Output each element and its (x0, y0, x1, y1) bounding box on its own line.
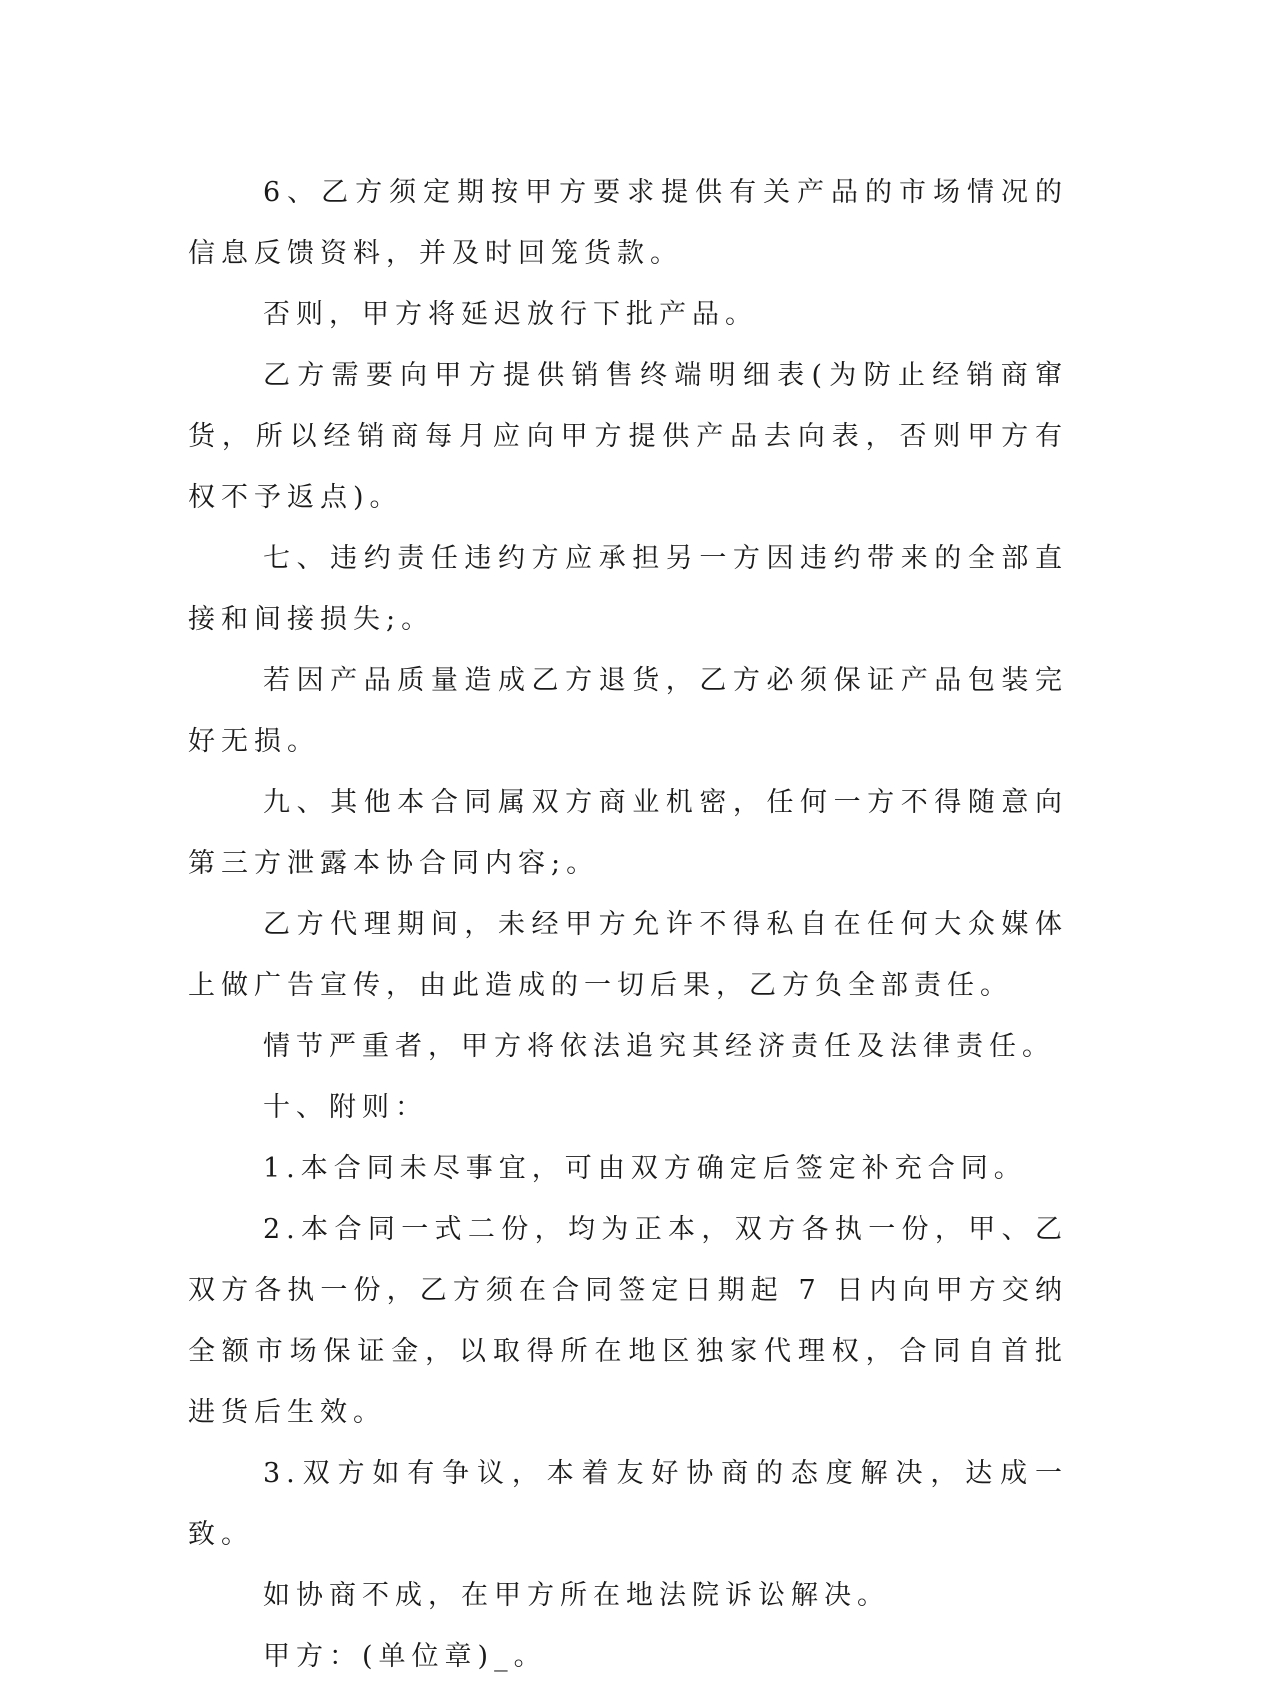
paragraph-clause-6: 6、乙方须定期按甲方要求提供有关产品的市场情况的信息反馈资料，并及时回笼货款。 (188, 177, 1068, 269)
document-body (188, 162, 1068, 1687)
paragraph-confidentiality: 九、其他本合同属双方商业机密，任何一方不得随意向第三方泄露本协合同内容;。 (188, 787, 1068, 879)
paragraph-party-a-seal: 甲方：(单位章)_。 (263, 1641, 547, 1672)
paragraph-delay-release: 否则，甲方将延迟放行下批产品。 (263, 299, 758, 330)
paragraph-litigation: 如协商不成，在甲方所在地法院诉讼解决。 (263, 1580, 890, 1611)
paragraph-supplementary-2: 2.本合同一式二份，均为正本，双方各执一份，甲、乙双方各执一份，乙方须在合同签定日期起 7 日内向甲方交纳全额市场保证金，以取得所在地区独家代理权，合同自首批进货后生效。 (188, 1214, 1068, 1428)
paragraph-supplementary-3: 3.双方如有争议，本着友好协商的态度解决，达成一致。 (188, 1458, 1068, 1550)
paragraph-breach-liability: 七、违约责任违约方应承担另一方因违约带来的全部直接和间接损失;。 (188, 543, 1068, 635)
paragraph-advertising: 乙方代理期间，未经甲方允许不得私自在任何大众媒体上做广告宣传，由此造成的一切后果，乙方负全部责任。 (188, 909, 1068, 1001)
paragraph-supplementary-1: 1.本合同未尽事宜，可由双方确定后签定补充合同。 (263, 1153, 1027, 1184)
paragraph-sales-terminal-list: 乙方需要向甲方提供销售终端明细表(为防止经销商窜货，所以经销商每月应向甲方提供产品去向表，否则甲方有权不予返点)。 (188, 360, 1068, 513)
paragraph-supplementary-heading: 十、附则： (263, 1092, 428, 1123)
paragraph-quality-return: 若因产品质量造成乙方退货，乙方必须保证产品包装完好无损。 (188, 665, 1068, 757)
paragraph-serious-cases: 情节严重者，甲方将依法追究其经济责任及法律责任。 (263, 1031, 1055, 1062)
